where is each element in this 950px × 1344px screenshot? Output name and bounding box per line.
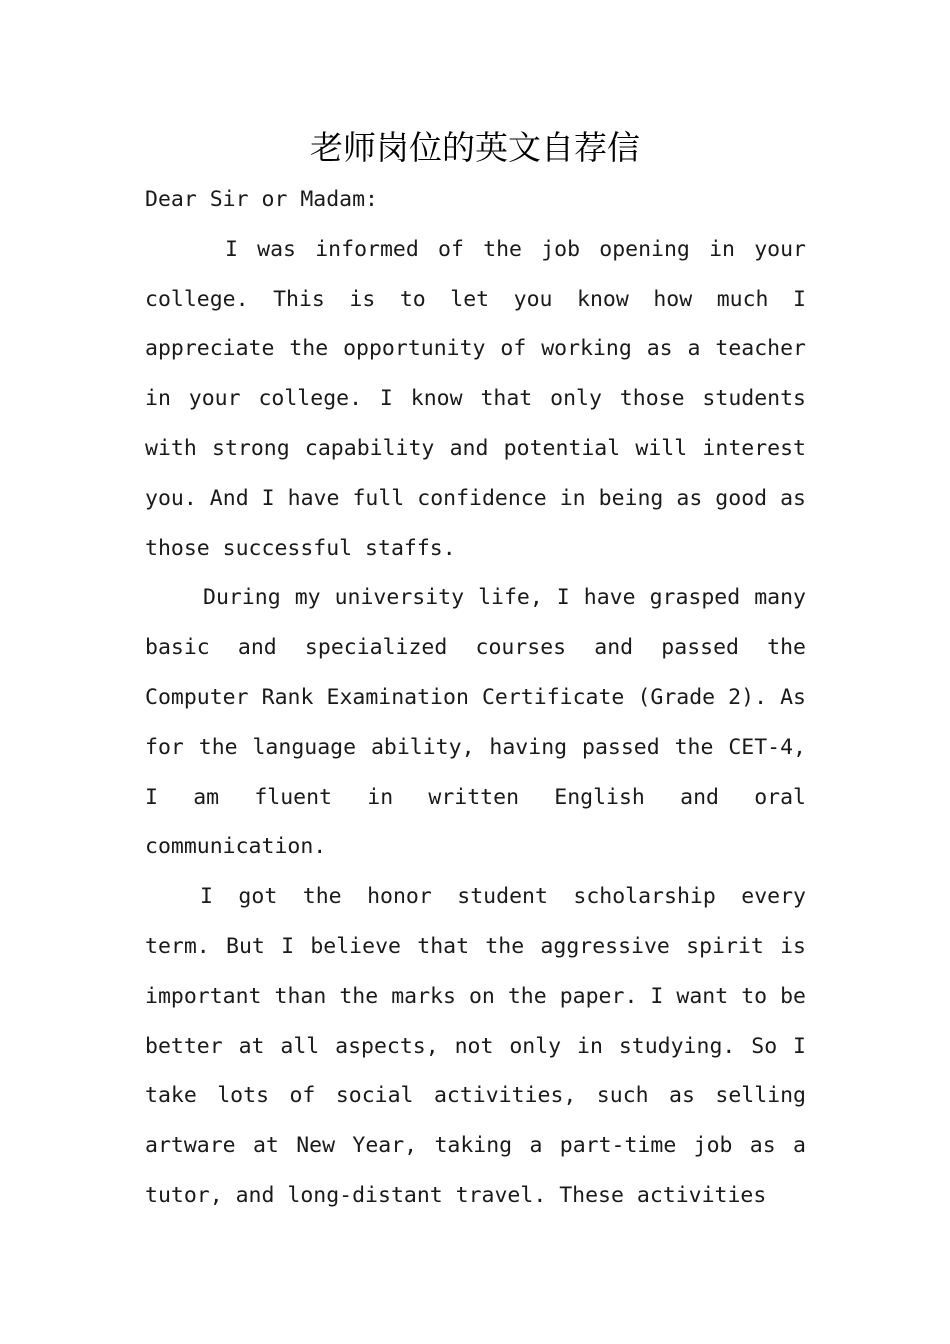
paragraph-2: During my university life, I have grasped many basic and specialized courses and passed the Computer Rank Examination Certificate (Grade 2). As for the language ability, having passed the CET-4, I am fluent in written English and oral communication. xyxy=(145,585,806,860)
salutation: Dear Sir or Madam: xyxy=(145,187,378,212)
page-title: 老师岗位的英文自荐信 xyxy=(310,128,640,167)
paragraph-1: I was informed of the job opening in your college. This is to let you know how much I appreciate the opportunity of working as a teacher in your college. I know that only those students with strong capability and potential will interest you. And I have full confidence in being as good as those successful staffs. xyxy=(145,236,806,561)
letter-body xyxy=(145,175,806,1221)
paragraph-3: I got the honor student scholarship every term. But I believe that the aggressive spirit is important than the marks on the paper. I want to be better at all aspects, not only in studying. So I take lots of social activities, such as selling artware at New Year, taking a part-time job as a tutor, and long-distant travel. These activities xyxy=(145,884,806,1208)
